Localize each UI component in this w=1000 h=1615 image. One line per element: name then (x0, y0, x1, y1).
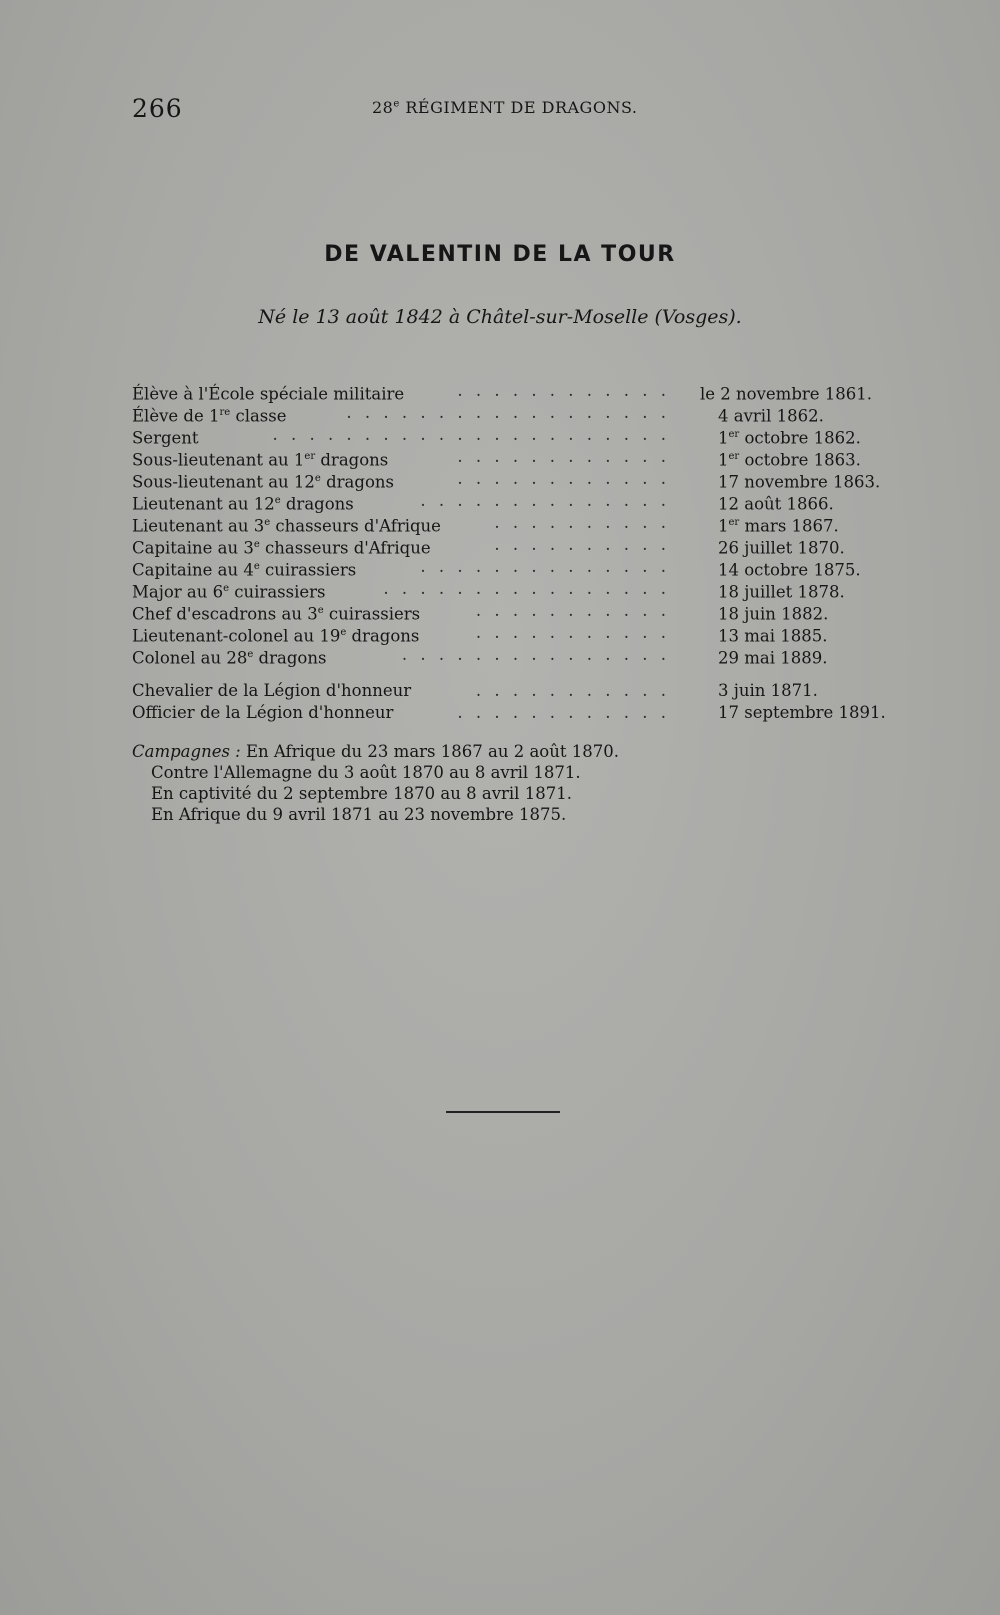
service-label: Élève de 1re classe (132, 406, 287, 426)
service-row (132, 578, 892, 600)
service-label: Chef d'escadrons au 3e cuirassiers (132, 604, 421, 624)
running-title-text: RÉGIMENT DE DRAGONS. (399, 98, 638, 117)
dot-leader: . . . . . . . . . . . . . . . (401, 645, 670, 664)
dot-leader: . . . . . . . . . . . (475, 623, 670, 642)
dot-leader: . . . . . . . . . . . . . . . . . . (346, 403, 670, 422)
service-record-list (132, 380, 892, 724)
service-label: Sous-lieutenant au 1er dragons (132, 450, 389, 470)
campaigns-block (132, 741, 619, 825)
honor-label: Officier de la Légion d'honneur (132, 703, 394, 722)
campaigns-label: Campagnes : (132, 742, 241, 761)
dot-leader: . . . . . . . . . . . (475, 681, 670, 700)
dot-leader: . . . . . . . . . . . . . . (420, 491, 670, 510)
campaign-line: En Afrique du 9 avril 1871 au 23 novembre 1875. (151, 805, 567, 824)
service-date: 18 juin 1882. (718, 604, 829, 624)
section-divider-rule (446, 1111, 560, 1113)
dot-leader: . . . . . . . . . . (494, 535, 670, 554)
honor-row (132, 680, 892, 702)
campaign-line (132, 741, 619, 762)
birth-subtitle: Né le 13 août 1842 à Châtel-sur-Moselle (Vosges). (258, 306, 742, 328)
service-row (132, 622, 892, 644)
service-row (132, 468, 892, 490)
service-label: Sous-lieutenant au 12e dragons (132, 472, 394, 492)
service-row (132, 380, 892, 402)
dot-leader: . . . . . . . . . . . . (457, 447, 670, 466)
service-row (132, 644, 892, 666)
service-label: Colonel au 28e dragons (132, 648, 327, 668)
service-row (132, 402, 892, 424)
service-date: 1er octobre 1862. (718, 428, 861, 448)
service-date: 18 juillet 1878. (718, 582, 845, 602)
service-date: 12 août 1866. (718, 494, 834, 514)
dot-leader: . . . . . . . . . . (494, 513, 670, 532)
honor-row (132, 702, 892, 724)
running-title-sup: e (393, 98, 400, 110)
service-row (132, 600, 892, 622)
service-date: 29 mai 1889. (718, 648, 828, 668)
service-date: 4 avril 1862. (718, 406, 824, 426)
service-date: 17 novembre 1863. (718, 472, 881, 492)
page-title: DE VALENTIN DE LA TOUR (324, 242, 676, 267)
service-date: 14 octobre 1875. (718, 560, 861, 580)
service-date: 1er mars 1867. (718, 516, 839, 536)
dot-leader: . . . . . . . . . . . . (457, 469, 670, 488)
service-date: 26 juillet 1870. (718, 538, 845, 558)
service-row (132, 556, 892, 578)
service-row (132, 424, 892, 446)
dot-leader: . . . . . . . . . . . . . . . . . . . . . . (272, 425, 670, 444)
campaign-line: En captivité du 2 septembre 1870 au 8 avril 1871. (151, 784, 572, 803)
service-date: 13 mai 1885. (718, 626, 828, 646)
honor-label: Chevalier de la Légion d'honneur (132, 681, 412, 700)
dot-leader: . . . . . . . . . . . (475, 601, 670, 620)
dot-leader: . . . . . . . . . . . . . . . . (383, 579, 670, 598)
service-row (132, 512, 892, 534)
campaign-text: En Afrique du 23 mars 1867 au 2 août 1870. (245, 742, 619, 761)
service-label: Major au 6e cuirassiers (132, 582, 326, 602)
dot-leader: . . . . . . . . . . . . . . (420, 557, 670, 576)
honor-date: 17 septembre 1891. (718, 703, 886, 722)
service-row (132, 490, 892, 512)
campaign-line: Contre l'Allemagne du 3 août 1870 au 8 avril 1871. (151, 763, 581, 782)
page-number: 266 (132, 94, 183, 123)
service-label: Capitaine au 3e chasseurs d'Afrique (132, 538, 431, 558)
service-date: 1er octobre 1863. (718, 450, 861, 470)
service-label: Capitaine au 4e cuirassiers (132, 560, 357, 580)
service-label: Lieutenant-colonel au 19e dragons (132, 626, 420, 646)
running-title-number: 28 (372, 98, 394, 117)
service-label: Lieutenant au 3e chasseurs d'Afrique (132, 516, 441, 536)
service-label: Sergent (132, 428, 199, 448)
service-row (132, 534, 892, 556)
honor-date: 3 juin 1871. (718, 681, 818, 700)
dot-leader: . . . . . . . . . . . . (457, 381, 670, 400)
dot-leader: . . . . . . . . . . . . (457, 703, 670, 722)
service-label: Élève à l'École spéciale militaire (132, 384, 405, 404)
service-row (132, 446, 892, 468)
service-date: le 2 novembre 1861. (700, 384, 873, 404)
service-label: Lieutenant au 12e dragons (132, 494, 354, 514)
running-title (372, 98, 637, 117)
